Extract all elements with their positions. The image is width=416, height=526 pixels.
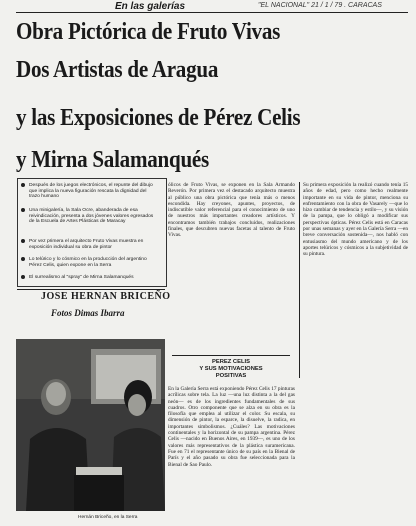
summary-item: Una minigalería, la Sala Ocre, abanderada de esa reivindicación, presenta a dos jóvenes valores egresados de la Escuela de Artes Plásticas de Maracay (21, 208, 154, 225)
byline-rule (17, 289, 165, 290)
photo-caption: Hernán Briceño, en la Serra (78, 515, 138, 520)
byline: JOSE HERNAN BRICEÑO (41, 291, 171, 302)
section-header: En las galerías (115, 1, 186, 12)
handwritten-annotation: "EL NACIONAL" 21 / 1 / 79 . CARACAS (258, 2, 382, 9)
headline-line-1: Obra Pictórica de Fruto Vivas (16, 18, 281, 45)
subheading-line-2: Y SUS MOTIVACIONES (199, 366, 263, 372)
summary-item: Después de los juegos electrónicos, el repunte del dibujo que implica la nueva figuración rescata la dignidad del trazo humano (21, 183, 154, 200)
column-divider (299, 182, 300, 378)
headline-line-4: y Mirna Salamanqués (16, 146, 209, 173)
summary-item: El surrealismo al "spray" de Mirna Salamanqués (21, 275, 154, 281)
top-rule (16, 12, 408, 13)
subheading-line-3: POSITIVAS (215, 373, 247, 379)
bullet-icon (21, 208, 25, 212)
subheading-line-1: PEREZ CELIS (211, 359, 250, 365)
headline-line-3: y las Exposiciones de Pérez Celis (16, 104, 301, 131)
bullet-icon (21, 239, 25, 243)
photo-credit: Fotos Dimas Ibarra (51, 308, 125, 318)
summary-box (17, 178, 167, 287)
article-column-3: Su primera exposición la realizó cuando tenía 15 años de edad, pero como hecho realmente importante en su vida de pintor, menciona su enfrentamiento con la obra de Vasarely —que lo hizo cambiar de tendencia y estilo—, y su visión de la pampa, que lo obligó a modificar sus perspectivas ópticas. Pérez Celis está en Caracas por unas semanas y ayer en la Galería Serra —en breve conversación sostenida—, nos habló con entusiasmo del mundo americano y de los aportes telúricos y cósmicos a la subjetividad de su pintura. (303, 182, 408, 258)
subhead-rule (172, 355, 290, 356)
article-column-2-top: ólicos de Fruto Vivas, se exponen en la Sala Armando Reverón. Por primera vez el destacado arquitecto muestra al público una obra pictórica que tenía más o menos escondida. Hay creyones, apuntes, proyectos, de indiscutible valor referencial para el conocimiento de uno de nuestros más importantes creadores artísticos. Y encontramos también trabajos concluidos, realizaciones finales, que descubren nuevas facetas al talento de Fruto Vivas. (168, 182, 295, 239)
bullet-icon (21, 257, 25, 261)
headline-line-2: Dos Artistas de Aragua (16, 56, 219, 83)
summary-item: Por vez primera el arquitecto Fruto Vivas muestra en exposición individual su obra de pintor (21, 239, 154, 250)
photograph (16, 339, 165, 511)
bullet-icon (21, 275, 25, 279)
photo-illustration (16, 339, 165, 511)
article-column-2-bottom: En la Galería Serra está exponiendo Pérez Celis 17 pinturas acrílicas sobre tela. La luz —una luz distinta a la del gas neón— es de los ingredientes fundamentales de sus cuadros. Otro componente que se alza en su obra es la filosofía que emplea al utilizar el color. Su escala, su dimensión de pintor, la esparce, la disuelve, la radica, en importantes simbolismos. ¿Cuáles? Las motivaciones continentales y la horizontal de su pampa argentina. Pérez Celis —nacido en Buenos Aires, en 1939—, es uno de los valores más representativos de la plástica suramericana. Fue en 71 el representante único de su país en la Bienal de París y el año pasado su obra fue seleccionada para la Bienal de Sao Paulo. (168, 386, 295, 468)
bullet-icon (21, 183, 25, 187)
summary-item: Lo telúrico y lo cósmico en la producción del argentino Pérez Celis, quien expone en la Serra (21, 257, 154, 268)
subheading (172, 359, 290, 380)
